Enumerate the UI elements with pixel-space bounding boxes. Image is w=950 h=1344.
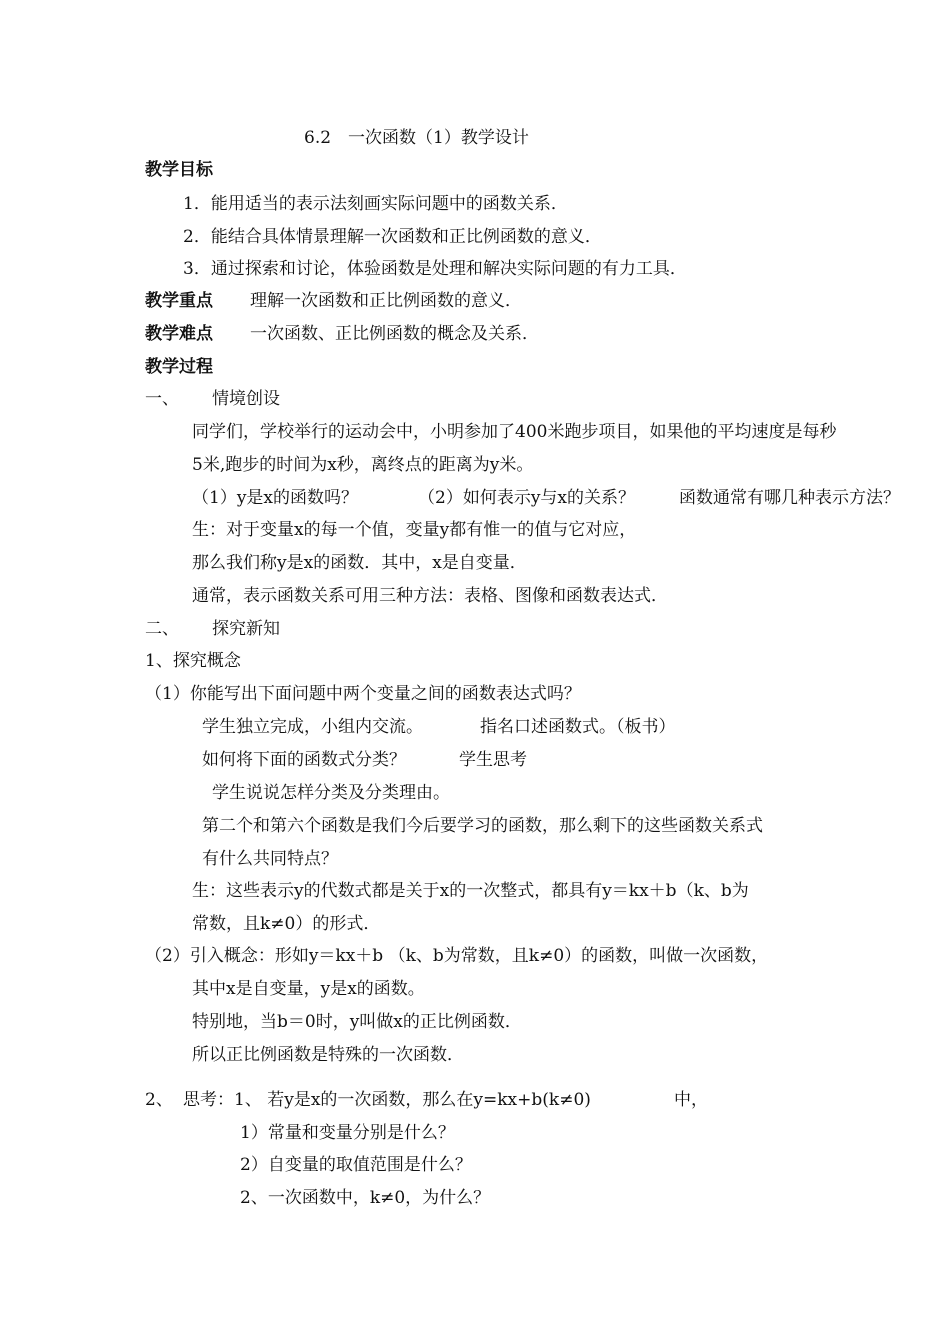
- activity-line: 生：这些表示y的代数式都是关于x的一次整式，都具有y＝kx＋b（k、b为: [192, 881, 749, 901]
- question-2: （2）如何表示y与x的关系？: [418, 488, 636, 508]
- activity-line: 学生独立完成，小组内交流。: [202, 717, 423, 737]
- concept-line: 其中x是自变量，y是x的函数。: [192, 979, 425, 999]
- section1-paragraph: 同学们，学校举行的运动会中，小明参加了400米跑步项目，如果他的平均速度是每秒: [192, 422, 837, 442]
- question-3: 函数通常有哪几种表示方法？: [679, 488, 900, 508]
- objectives-heading: 教学目标: [145, 160, 213, 180]
- objective-item: 3．通过探索和讨论，体验函数是处理和解决实际问题的有力工具．: [183, 259, 687, 279]
- key-point-label: 教学重点: [145, 291, 213, 311]
- activity-line: 学生说说怎样分类及分类理由。: [212, 783, 450, 803]
- section2-question: （1）你能写出下面问题中两个变量之间的函数表达式吗？: [145, 684, 581, 704]
- think-number: 2、: [145, 1090, 173, 1110]
- key-point-text: 理解一次函数和正比例函数的意义．: [250, 291, 522, 311]
- process-heading: 教学过程: [145, 357, 213, 377]
- section2-number: 二、: [145, 619, 179, 639]
- section1-number: 一、: [145, 389, 179, 409]
- activity-line: 常数，且k≠0）的形式．: [192, 914, 381, 934]
- difficulty-label: 教学难点: [145, 324, 213, 344]
- think-item: 1）常量和变量分别是什么？: [240, 1123, 455, 1143]
- concept-line: （2）引入概念：形如y＝kx＋b （k、b为常数，且k≠0）的函数，叫做一次函数，: [145, 946, 769, 966]
- subsection-heading: 1、探究概念: [145, 651, 241, 671]
- activity-line: 学生思考: [459, 750, 527, 770]
- student-answer: 生：对于变量x的每一个值，变量y都有惟一的值与它对应，: [192, 520, 637, 540]
- question-1: （1）y是x的函数吗？: [192, 488, 359, 508]
- section1-title: 情境创设: [212, 389, 280, 409]
- concept-line: 特别地，当b＝0时，y叫做x的正比例函数．: [192, 1012, 522, 1032]
- student-answer: 那么我们称y是x的函数．其中，x是自变量．: [192, 553, 527, 573]
- think-item: 2、一次函数中，k≠0，为什么？: [240, 1188, 491, 1208]
- activity-line: 指名口述函数式。（板书）: [480, 717, 676, 737]
- activity-line: 如何将下面的函数式分类？: [202, 750, 406, 770]
- page-title: 6.2 一次函数（1）教学设计: [304, 128, 529, 148]
- section1-paragraph: 通常，表示函数关系可用三种方法：表格、图像和函数表达式．: [192, 586, 668, 606]
- objective-item: 2．能结合具体情景理解一次函数和正比例函数的意义．: [183, 227, 602, 247]
- section2-title: 探究新知: [212, 619, 280, 639]
- activity-line: 第二个和第六个函数是我们今后要学习的函数，那么剩下的这些函数关系式: [202, 816, 763, 836]
- think-item: 2）自变量的取值范围是什么？: [240, 1155, 472, 1175]
- difficulty-text: 一次函数、正比例函数的概念及关系．: [250, 324, 539, 344]
- activity-line: 有什么共同特点？: [202, 849, 338, 869]
- section1-paragraph: 5米,跑步的时间为x秒，离终点的距离为y米。: [192, 455, 534, 475]
- think-text: 思考：1、 若y是x的一次函数，那么在y=kx+b(k≠0): [183, 1090, 591, 1110]
- objective-item: 1．能用适当的表示法刻画实际问题中的函数关系．: [183, 194, 568, 214]
- think-tail: 中，: [674, 1090, 708, 1110]
- concept-line: 所以正比例函数是特殊的一次函数．: [192, 1045, 464, 1065]
